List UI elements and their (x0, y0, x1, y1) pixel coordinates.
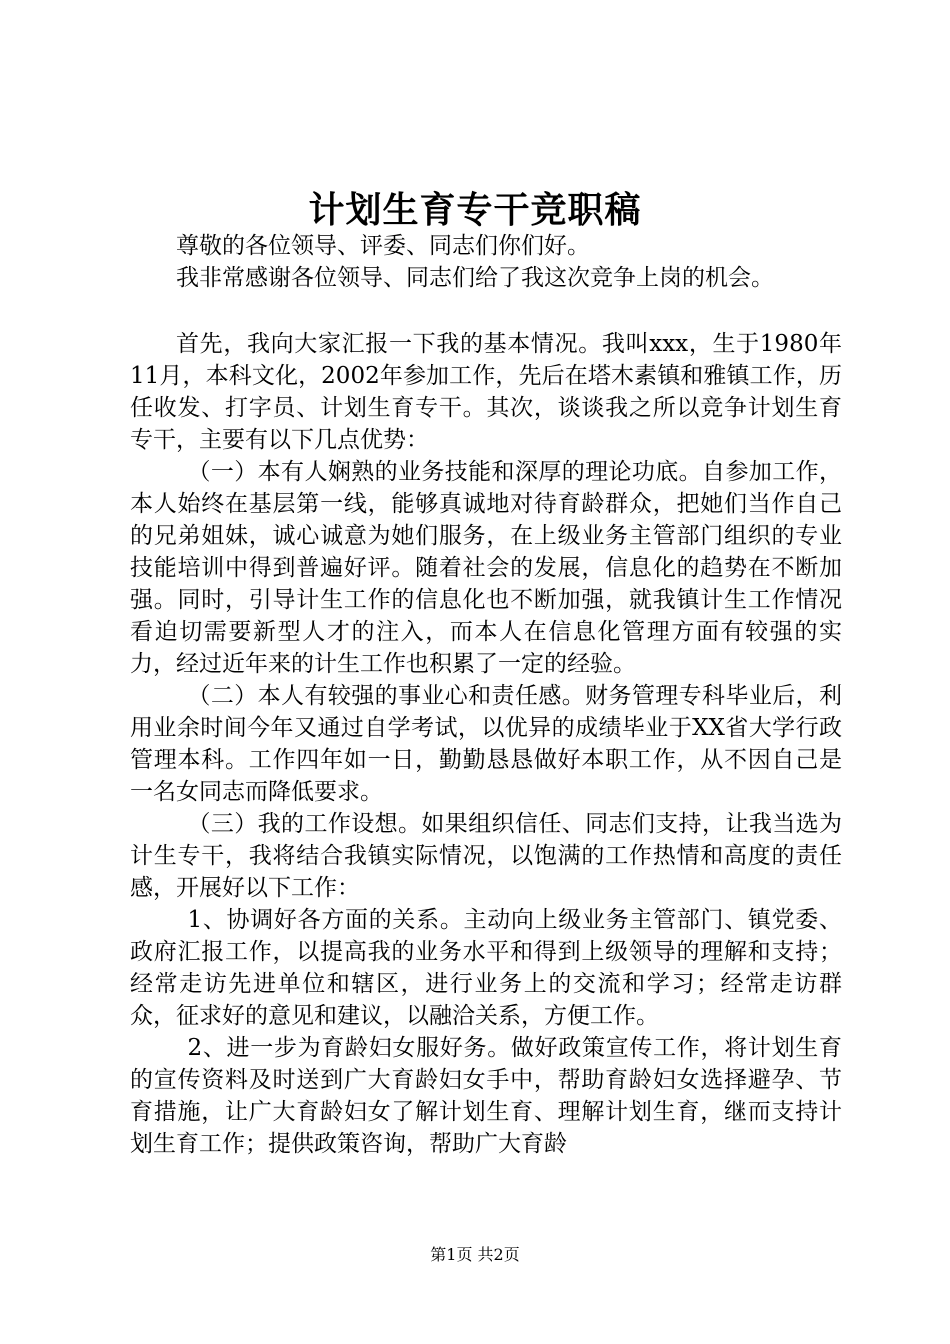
paragraph-intro: 首先，我向大家汇报一下我的基本情况。我叫xxx，生于1980年11月，本科文化，2002年参加工作，先后在塔木素镇和雅镇工作，历任收发、打字员、计划生育专干。其次，谈谈我之所以竞争计划生育专干，主要有以下几点优势： (130, 331, 842, 453)
paragraph-point-3: （三）我的工作设想。如果组织信任、同志们支持，让我当选为计生专干，我将结合我镇实际情况，以饱满的工作热情和高度的责任感，开展好以下工作： (130, 811, 842, 901)
paragraph-point-2: （二）本人有较强的事业心和责任感。财务管理专科毕业后，利用业余时间今年又通过自学考试，以优异的成绩毕业于XX省大学行政管理本科。工作四年如一日，勤勤恳恳做好本职工作，从不因自己是一名女同志而降低要求。 (130, 683, 842, 805)
paragraph-point-1: （一）本有人娴熟的业务技能和深厚的理论功底。自参加工作，本人始终在基层第一线，能够真诚地对待育龄群众，把她们当作自己的兄弟姐妹，诚心诚意为她们服务，在上级业务主管部门组织的专业技能培训中得到普遍好评。随着社会的发展，信息化的趋势在不断加强。同时，引导计生工作的信息化也不断加强，就我镇计生工作情况看迫切需要新型人才的注入，而本人在信息化管理方面有较强的实力，经过近年来的计生工作也积累了一定的经验。 (130, 459, 842, 677)
paragraph-greeting: 尊敬的各位领导、评委、同志们你们好。 (176, 233, 590, 259)
paragraph-plan-1: 1、协调好各方面的关系。主动向上级业务主管部门、镇党委、政府汇报工作，以提高我的业务水平和得到上级领导的理解和支持；经常走访先进单位和辖区，进行业务上的交流和学习；经常走访群众，征求好的意见和建议，以融洽关系，方便工作。 (130, 907, 842, 1029)
document-title: 计划生育专干竞职稿 (308, 189, 642, 231)
paragraph-thanks: 我非常感谢各位领导、同志们给了我这次竞争上岗的机会。 (176, 265, 774, 291)
paragraph-plan-2: 2、进一步为育龄妇女服好务。做好政策宣传工作，将计划生育的宣传资料及时送到广大育龄妇女手中，帮助育龄妇女选择避孕、节育措施，让广大育龄妇女了解计划生育、理解计划生育，继而支持计划生育工作；提供政策咨询，帮助广大育龄 (130, 1035, 842, 1157)
document-body (130, 230, 842, 1160)
page-number-footer: 第1页 共2页 (430, 1245, 520, 1264)
